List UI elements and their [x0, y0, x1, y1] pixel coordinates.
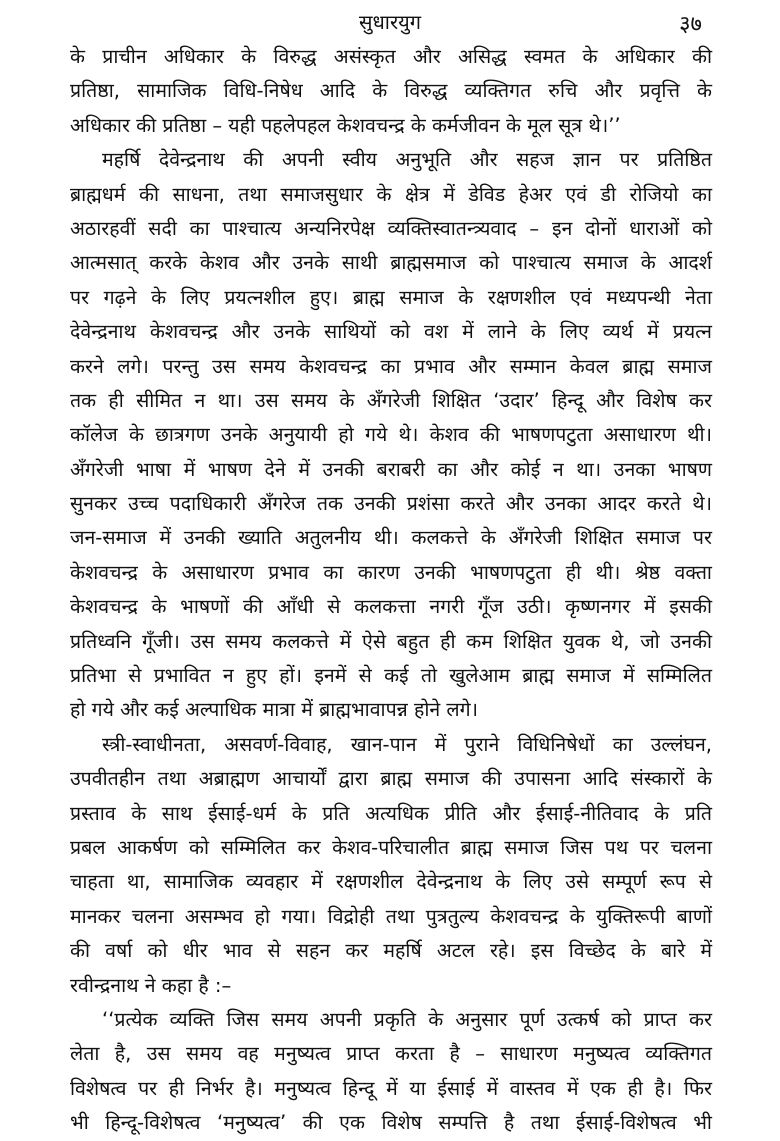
text-line: के प्राचीन अधिकार के विरुद्ध असंस्कृत और असिद्ध स्वमत के अधिकार की [70, 45, 712, 68]
text-line: प्रतिष्ठा, सामाजिक विधि-निषेध आदि के विरुद्ध व्यक्तिगत रुचि और प्रवृत्ति के [70, 79, 712, 103]
text-line: करने लगे। परन्तु उस समय केशवचन्द्र का प्रभाव और सम्मान केवल ब्राह्म समाज [70, 354, 712, 378]
text-line: उपवीतहीन तथा अब्राह्मण आचार्यों द्वारा ब्राह्म समाज की उपासना आदि संस्कारों के [70, 767, 712, 791]
text-line: भी हिन्दू-विशेषत्व ‘मनुष्यत्व’ की एक विशेष सम्पत्ति है तथा ईसाई-विशेषत्व भी [70, 1111, 712, 1135]
text-line: की वर्षा को धीर भाव से सहन कर महर्षि अटल रहे। इस विच्छेद के बारे में [70, 939, 712, 963]
text-line: सुनकर उच्च पदाधिकारी अँगरेज तक उनकी प्रशंसा करते और उनका आदर करते थे। [70, 492, 712, 516]
text-line: हो गये और कई अल्पाधिक मात्रा में ब्राह्मभावापन्न होने लगे। [70, 698, 479, 722]
text-line: केशवचन्द्र के भाषणों की आँधी से कलकत्ता नगरी गूँज उठी। कृष्णनगर में इसकी [70, 595, 712, 619]
text-line: तक ही सीमित न था। उस समय के अँगरेजी शिक्षित ‘उदार’ हिन्दू और विशेष कर [70, 388, 712, 412]
text-line: ब्राह्मधर्म की साधना, तथा समाजसुधार के क्षेत्र में डेविड हेअर एवं डी रोजियो का [70, 182, 712, 206]
text-line: पर गढ़ने के लिए प्रयत्नशील हुए। ब्राह्म समाज के रक्षणशील एवं मध्यपन्थी नेता [70, 285, 712, 309]
text-line: कॉलेज के छात्रगण उनके अनुयायी हो गये थे। केशव की भाषणपटुता असाधारण थी। [70, 423, 712, 447]
running-header [0, 6, 780, 42]
text-line: केशवचन्द्र के असाधारण प्रभाव का कारण उनकी भाषणपटुता ही थी। श्रेष्ठ वक्ता [70, 560, 712, 584]
text-line: प्रतिभा से प्रभावित न हुए हों। इनमें से कई तो खुलेआम ब्राह्म समाज में सम्मिलित [70, 664, 712, 688]
text-line: आत्मसात् करके केशव और उनके साथी ब्राह्मसमाज को पाश्चात्य समाज के आदर्श [70, 251, 712, 275]
text-line: अठारहवीं सदी का पाश्चात्य अन्यनिरपेक्ष व्यक्तिस्वातन्त्र्यवाद – इन दोनों धाराओं को [70, 216, 712, 240]
text-line: अधिकार की प्रतिष्ठा – यही पहलेपहल केशवचन्द्र के कर्मजीवन के मूल सूत्र थे।’’ [70, 113, 621, 137]
paragraph-first-line: स्त्री-स्वाधीनता, असवर्ण-विवाह, खान-पान में पुराने विधिनिषेधों का उल्लंघन, [102, 732, 712, 756]
running-title: सुधारयुग [358, 10, 422, 34]
quote-first-line: ‘‘प्रत्येक व्यक्ति जिस समय अपनी प्रकृति के अनुसार पूर्ण उत्कर्ष को प्राप्त कर [102, 1007, 712, 1031]
text-line: प्रबल आकर्षण को सम्मिलित कर केशव-परिचालीत ब्राह्म समाज जिस पथ पर चलना [70, 835, 712, 859]
text-line: विशेषत्व पर ही निर्भर है। मनुष्यत्व हिन्दू में या ईसाई में वास्तव में एक ही है। फिर [70, 1076, 712, 1100]
text-line: अँगरेजी भाषा में भाषण देने में उनकी बराबरी का और कोई न था। उनका भाषण [70, 457, 712, 481]
paragraph-first-line: महर्षि देवेन्द्रनाथ की अपनी स्वीय अनुभूति और सहज ज्ञान पर प्रतिष्ठित [102, 148, 712, 172]
text-line: देवेन्द्रनाथ केशवचन्द्र और उनके साथियों को वश में लाने के लिए व्यर्थ में प्रयत्न [70, 320, 712, 344]
text-line: रवीन्द्रनाथ ने कहा है :– [70, 973, 232, 997]
text-line: मानकर चलना असम्भव हो गया। विद्रोही तथा पुत्रतुल्य केशवचन्द्र के युक्तिरूपी बाणों [70, 904, 712, 928]
body-text [70, 40, 712, 1141]
text-line: जन-समाज में उनकी ख्याति अतुलनीय थी। कलकत्ते के अँगरेजी शिक्षित समाज पर [70, 526, 712, 550]
text-line: चाहता था, सामाजिक व्यवहार में रक्षणशील देवेन्द्रनाथ के लिए उसे सम्पूर्ण रूप से [70, 870, 712, 894]
text-line: प्रस्ताव के साथ ईसाई-धर्म के प्रति अत्यधिक प्रीति और ईसाई-नीतिवाद के प्रति [70, 801, 712, 825]
text-line: लेता है, उस समय वह मनुष्यत्व प्राप्त करता है – साधारण मनुष्यत्व व्यक्तिगत [70, 1042, 712, 1066]
page-number: ३७ [679, 12, 702, 37]
text-line: प्रतिध्वनि गूँजी। उस समय कलकत्ते में ऐसे बहुत ही कम शिक्षित युवक थे, जो उनकी [70, 629, 712, 653]
